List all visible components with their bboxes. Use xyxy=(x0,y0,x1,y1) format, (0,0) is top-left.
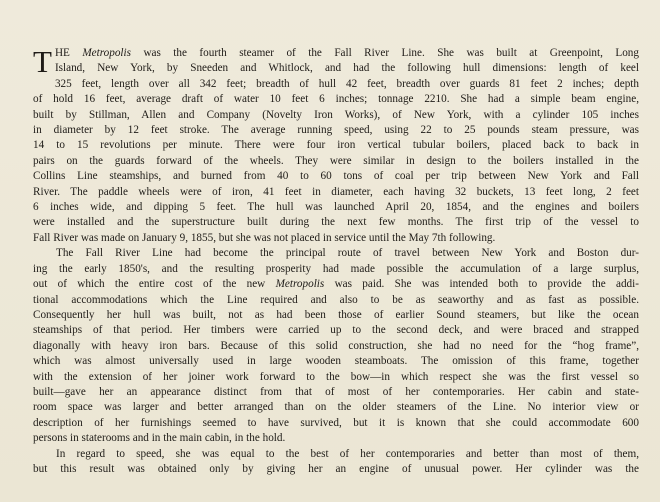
text-line xyxy=(33,185,639,200)
body-text xyxy=(33,46,639,477)
text-run: Fall River was made on January 9, 1855, but she was not placed in service until the May 7th following. xyxy=(33,231,496,244)
text-line xyxy=(33,200,639,215)
text-run: tional accommodations which the Line required and also to be as seaworthy and as fast as possible. xyxy=(33,293,639,306)
text-run: diagonally with heavy iron bars. Because of this solid construction, she had no need for the “hog frame”, xyxy=(33,339,639,352)
text-line xyxy=(33,138,639,153)
paragraph xyxy=(33,46,639,246)
text-line xyxy=(33,339,639,354)
drop-cap: T xyxy=(33,44,52,79)
text-line xyxy=(33,108,639,123)
text-run: ing the early 1850's, and the resulting prosperity had made possible the accumulation of a large surplus, xyxy=(33,262,639,275)
text-run: Island, New York, by Sneeden and Whitlock, and had the following hull dimensions: length of keel xyxy=(54,62,639,75)
text-run: but this result was obtained only by giving her an engine of unusual power. Her cylinder was the xyxy=(33,462,639,475)
text-run: was the fourth steamer of the Fall River Line. She was built at Greenpoint, Long xyxy=(131,47,639,59)
text-run: 14 to 15 revolutions per minute. There were four iron vertical tubular boilers, placed back to back in xyxy=(33,139,639,152)
text-line xyxy=(33,61,639,76)
text-line xyxy=(33,277,639,292)
text-run: was paid. She was intended both to provide the addi- xyxy=(324,278,639,291)
text-run: Collins Line steamships, and burned from 40 to 60 tons of coal per trip between New York and Fall xyxy=(33,170,639,183)
text-run: 325 feet, length over all 342 feet; breadth of hull 42 feet, breadth over guards 81 feet 2 inches; depth xyxy=(54,77,639,90)
text-line xyxy=(33,154,639,169)
ship-name: Metropolis xyxy=(275,278,325,291)
text-run: HE xyxy=(54,47,83,59)
text-line xyxy=(33,447,639,462)
text-line xyxy=(33,231,639,246)
text-line xyxy=(33,416,639,431)
text-line xyxy=(33,370,639,385)
text-line xyxy=(33,92,639,107)
paragraph xyxy=(33,246,639,446)
text-line xyxy=(33,262,639,277)
text-line xyxy=(33,308,639,323)
text-line xyxy=(33,46,639,61)
text-line xyxy=(33,431,639,446)
text-line xyxy=(33,246,639,261)
text-run: of hold 16 feet, average draft of water 10 feet 6 inches; tonnage 2210. She had a simple beam engine, xyxy=(33,93,639,106)
text-run: were installed and the superstructure built during the next few months. The first trip of the vessel to xyxy=(33,216,639,229)
text-run: built by Stillman, Allen and Company (Novelty Iron Works), of New York, with a cylinder 105 inches xyxy=(33,108,639,121)
text-run: Consequently her hull was built, not as had been those of earlier Sound steamers, but like the ocean xyxy=(33,308,639,321)
text-run: room space was larger and better arranged than on the older steamers of the Line. No interior view or xyxy=(33,401,639,414)
text-run: with the extension of her joiner work forward to the bow—in which respect she was the first vessel so xyxy=(33,370,639,383)
text-run: persons in staterooms and in the main cabin, in the hold. xyxy=(33,432,286,445)
paragraph xyxy=(33,447,639,478)
text-run: steamships of that period. Her timbers were carried up to the second deck, and were braced and strapped xyxy=(33,324,639,337)
ship-name: Metropolis xyxy=(82,47,131,59)
text-line xyxy=(33,77,639,92)
text-line xyxy=(33,169,639,184)
text-run: 6 inches wide, and dipping 5 feet. The hull was launched April 20, 1854, and the engines and boilers xyxy=(33,201,639,214)
text-line xyxy=(33,400,639,415)
text-run: The Fall River Line had become the principal route of travel between New York and Boston dur- xyxy=(56,247,639,260)
text-line xyxy=(33,462,639,477)
text-line xyxy=(33,123,639,138)
text-run: out of which the entire cost of the new xyxy=(33,278,276,291)
text-run: description of her furnishings seemed to have survived, but it is known that she could accommodate 600 xyxy=(33,416,639,429)
text-run: built—gave her an appearance distinct from that of most of her contemporaries. Her cabin and state- xyxy=(33,385,639,398)
text-run: which was almost universally used in large wooden steamboats. The omission of this frame, together xyxy=(33,355,639,368)
text-line xyxy=(33,354,639,369)
text-run: pairs on the guards forward of the wheels. They were similar in design to the boilers installed in the xyxy=(33,154,639,167)
text-line xyxy=(33,385,639,400)
text-run: In regard to speed, she was equal to the best of her contemporaries and better than most of them, xyxy=(56,447,639,460)
text-line xyxy=(33,215,639,230)
text-line xyxy=(33,293,639,308)
text-line xyxy=(33,323,639,338)
text-run: River. The paddle wheels were of iron, 41 feet in diameter, each having 32 buckets, 13 feet long, 2 feet xyxy=(33,185,639,198)
text-run: in diameter by 12 feet stroke. The average running speed, using 22 to 25 pounds steam pressure, was xyxy=(33,124,639,137)
